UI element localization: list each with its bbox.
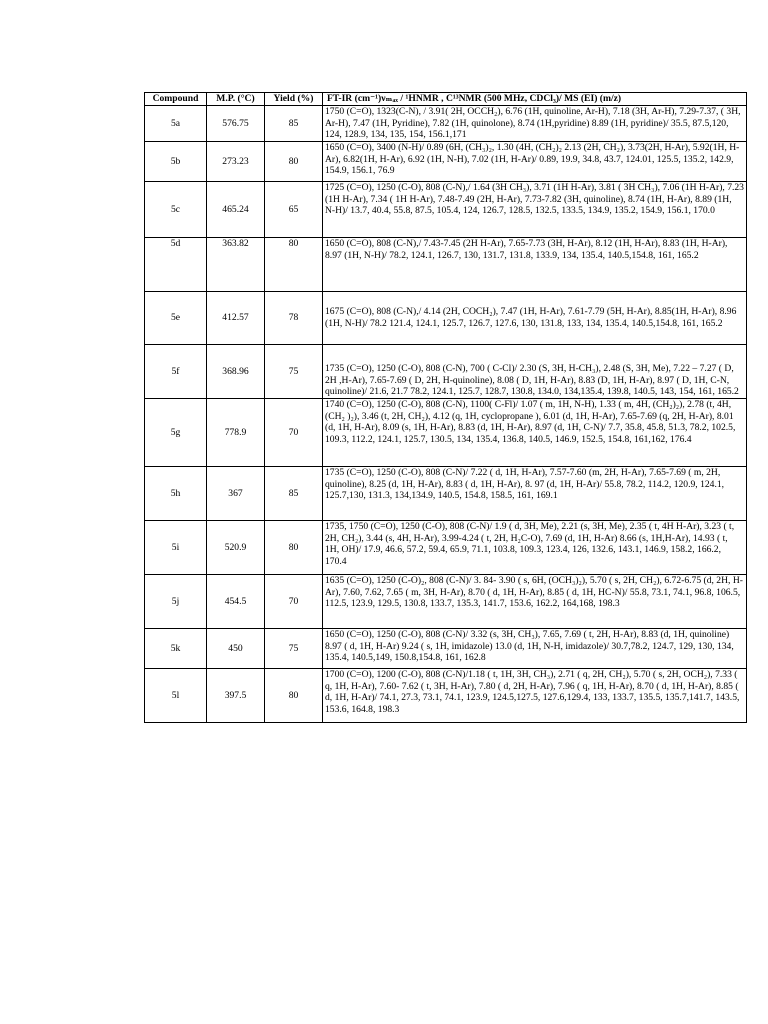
yield-cell: 75 — [265, 629, 323, 669]
melting-point-cell: 368.96 — [207, 345, 265, 399]
spectral-data-cell: 1675 (C=O), 808 (C-N),/ 4.14 (2H, COCH₂), 7.47 (1H, H-Ar), 7.61-7.79 (5H, H-Ar), 8.85(1H, H-Ar), 8.96 (1H, N-H)/ 78.2 121.4, 124.1, 125.7, 126.7, 127.6, 130, 131.8, 133, 134, 135.4, 140.5,154.8, 161, 165.2 — [323, 292, 747, 345]
spectral-data-cell: 1650 (C=O), 3400 (N-H)/ 0.89 (6H, (CH₃)₂, 1.30 (4H, (CH₂)₂ 2.13 (2H, CH₂), 3.73(2H, H-Ar), 5.92(1H, H-Ar), 6.82(1H, H-Ar), 6.92 (1H, N-H), 7.02 (1H, H-Ar)/ 0.89, 19.9, 34.8, 43.7, 124.01, 125.5, 135.2, 142.9, 154.9, 156.1, 76.9 — [323, 142, 747, 182]
compound-cell: 5e — [145, 292, 207, 345]
yield-cell: 80 — [265, 238, 323, 292]
yield-cell: 80 — [265, 142, 323, 182]
table-row — [145, 182, 747, 238]
spectral-data-cell: 1740 (C=O), 1250 (C-O), 808 (C-N), 1100( C-Fl)/ 1.07 ( m, 1H, N-H), 1.33 ( m, 4H, (CH₂)₂), 2.78 (t, 4H, (CH₂ )₂), 3.46 (t, 2H, CH₂), 4.12 (q, 1H, cyclopropane ), 6.01 (d, 1H, H-Ar), 7.65-7.69 (q, 2H, H-Ar), 8.01 (d, 1H, H-Ar), 8.09 (s, 1H, H-Ar), 8.83 (d, 1H, H-Ar), 8.97 (d, 1H, C-N)/ 7.7, 35.8, 45.8, 51.3, 78.2, 102.5, 109.3, 112.2, 124.1, 125.7, 130.5, 134, 135.4, 136.8, 140.5, 146.9, 152.5, 154.8, 161,162, 176.4 — [323, 399, 747, 467]
yield-cell: 78 — [265, 292, 323, 345]
table-row — [145, 629, 747, 669]
melting-point-cell: 778.9 — [207, 399, 265, 467]
melting-point-cell: 273.23 — [207, 142, 265, 182]
yield-cell: 70 — [265, 399, 323, 467]
spectral-data-cell: 1650 (C=O), 808 (C-N),/ 7.43-7.45 (2H H-Ar), 7.65-7.73 (3H, H-Ar), 8.12 (1H, H-Ar), 8.83 (1H, H-Ar), 8.97 (1H, N-H)/ 78.2, 124.1, 126.7, 130, 131.7, 131.8, 133.9, 134, 135.4, 140.5,154.8, 161, 165.2 — [323, 238, 747, 292]
melting-point-cell: 397.5 — [207, 669, 265, 723]
table-row — [145, 467, 747, 521]
spectral-data-table — [144, 92, 747, 723]
melting-point-cell: 576.75 — [207, 106, 265, 142]
compound-cell: 5f — [145, 345, 207, 399]
table-row — [145, 399, 747, 467]
spectral-data-cell: 1725 (C=O), 1250 (C-O), 808 (C-N),/ 1.64 (3H CH₃), 3.71 (1H H-Ar), 3.81 ( 3H CH₃), 7.06 (1H H-Ar), 7.23 (1H H-Ar), 7.34 ( 1H H-Ar), 7.48-7.49 (2H, H-Ar), 7.73-7.82 (3H, quinoline), 8.74 (1H, H-Ar), 8.89 (1H, N-H)/ 13.7, 40.4, 55.8, 87.5, 105.4, 124, 126.7, 128.5, 132.5, 133.5, 134.9, 135.2, 154.9, 156.1, 170.0 — [323, 182, 747, 238]
compound-cell: 5g — [145, 399, 207, 467]
melting-point-cell: 454.5 — [207, 575, 265, 629]
spectral-data-cell: 1750 (C=O), 1323(C-N), / 3.91( 2H, OCCH₂), 6.76 (1H, quinoline, Ar-H), 7.18 (3H, Ar-H), 7.29-7.37, ( 3H, Ar-H), 7.47 (1H, Pyridine), 7.82 (1H, quinolone), 8.74 (1H,pyridine) 8.89 (1H, pyridine)/ 35.5, 87.5,120, 124, 128.9, 134, 135, 154, 156.1,171 — [323, 106, 747, 142]
header-compound: Compound — [145, 93, 207, 106]
melting-point-cell: 465.24 — [207, 182, 265, 238]
compound-cell: 5a — [145, 106, 207, 142]
table-row — [145, 142, 747, 182]
melting-point-cell: 412.57 — [207, 292, 265, 345]
compound-cell: 5d — [145, 238, 207, 292]
compound-cell: 5b — [145, 142, 207, 182]
table-row — [145, 238, 747, 292]
melting-point-cell: 450 — [207, 629, 265, 669]
header-melting-point: M.P. (°C) — [207, 93, 265, 106]
compound-cell: 5l — [145, 669, 207, 723]
yield-cell: 70 — [265, 575, 323, 629]
table-row — [145, 521, 747, 575]
table-row — [145, 292, 747, 345]
spectral-data-cell: 1635 (C=O), 1250 (C-O)₂, 808 (C-N)/ 3. 84- 3.90 ( s, 6H, (OCH₃)₂), 5.70 ( s, 2H, CH₂), 6.72-6.75 (d, 2H, H-Ar), 7.60, 7.62, 7.65 ( m, 3H, H-Ar), 8.70 ( d, 1H, H-Ar), 8.85 ( d, 1H, HC-N)/ 55.8, 73.1, 74.1, 96.8, 106.5, 112.5, 123.9, 129.5, 130.8, 133.7, 135.3, 141.7, 153.6, 162.2, 164,168, 198.3 — [323, 575, 747, 629]
melting-point-cell: 367 — [207, 467, 265, 521]
yield-cell: 75 — [265, 345, 323, 399]
spectral-data-cell: 1735 (C=O), 1250 (C-O), 808 (C-N)/ 7.22 ( d, 1H, H-Ar), 7.57-7.60 (m, 2H, H-Ar), 7.65-7.69 ( m, 2H, quinoline), 8.25 (d, 1H, H-Ar), 8.83 ( d, 1H, H-Ar), 8. 97 (d, 1H, H-Ar)/ 55.8, 78.2, 114.2, 120.9, 124.1, 125.7,130, 131.3, 134,134.9, 140.5, 154.8, 158.5, 161, 169.1 — [323, 467, 747, 521]
spectral-data-cell: 1735 (C=O), 1250 (C-O), 808 (C-N), 700 ( C-Cl)/ 2.30 (S, 3H, H-CH₃), 2.48 (S, 3H, Me), 7.22 – 7.27 ( D, 2H ,H-Ar), 7.65-7.69 ( D, 2H, H-quinoline), 8.08 ( D, 1H, H-Ar), 8.83 (D, 1H, H-Ar), 8.97 ( D, 1H, C-N, quinoline)/ 21.6, 21.7 78.2, 124.1, 125.7, 128.7, 130.8, 134.0, 134,135.4, 139.8, 140.5, 143, 154, 161, 165.2 — [323, 345, 747, 399]
compound-cell: 5k — [145, 629, 207, 669]
header-yield: Yield (%) — [265, 93, 323, 106]
spectral-data-cell: 1650 (C=O), 1250 (C-O), 808 (C-N)/ 3.32 (s, 3H, CH₃), 7.65, 7.69 ( t, 2H, H-Ar), 8.83 (d, 1H, quinoline) 8.97 ( d, 1H, H-Ar) 9.24 ( s, 1H, imidazole) 13.0 (d, 1H, N-H, imidazole)/ 30.7,78.2, 124.7, 129, 130, 134, 135.4, 140.5,149, 150.8,154.8, 161, 162.8 — [323, 629, 747, 669]
yield-cell: 65 — [265, 182, 323, 238]
spectral-data-cell: 1735, 1750 (C=O), 1250 (C-O), 808 (C-N)/ 1.9 ( d, 3H, Me), 2.21 (s, 3H, Me), 2.35 ( t, 4H H-Ar), 3.23 ( t, 2H, CH₂), 3.44 (s, 4H, H-Ar), 3.99-4.24 ( t, 2H, H₂C-O), 7.69 (d, 1H, H-Ar) 8.66 (s, 1H,H-Ar), 14.93 ( t, 1H, OH)/ 17.9, 46.6, 57.2, 59.4, 65.9, 71.1, 103.8, 109.3, 123.4, 126, 132.6, 143.1, 146.9, 158.2, 166.2, 170.4 — [323, 521, 747, 575]
compound-cell: 5j — [145, 575, 207, 629]
compound-cell: 5h — [145, 467, 207, 521]
compound-cell: 5i — [145, 521, 207, 575]
melting-point-cell: 363.82 — [207, 238, 265, 292]
table-row — [145, 106, 747, 142]
yield-cell: 85 — [265, 106, 323, 142]
yield-cell: 85 — [265, 467, 323, 521]
yield-cell: 80 — [265, 521, 323, 575]
spectral-data-cell: 1700 (C=O), 1200 (C-O), 808 (C-N)/1.18 ( t, 1H, 3H, CH₃), 2.71 ( q, 2H, CH₂), 5.70 ( s, 2H, OCH₂), 7.33 ( q, 1H, H-Ar), 7.60- 7.62 ( t, 3H, H-Ar), 7.80 ( d, 2H, H-Ar), 7.96 ( q, 1H, H-Ar), 8.70 ( d, 1H, H-Ar), 8.85 ( d, 1H, H-Ar)/ 74.1, 27.3, 73.1, 74.1, 123.9, 124.5,127.5, 127.6,129.4, 133, 133.7, 135.5, 135.7,141.7, 143.5, 153.6, 164.8, 198.3 — [323, 669, 747, 723]
table-header-row — [145, 93, 747, 106]
header-spectral-data: FT-IR (cm⁻¹)νₘₐₓ / ¹HNMR , C¹³NMR (500 MHz, CDCl₃)/ MS (EI) (m/z) — [323, 93, 747, 106]
melting-point-cell: 520.9 — [207, 521, 265, 575]
compound-cell: 5c — [145, 182, 207, 238]
table-row — [145, 575, 747, 629]
table-row — [145, 345, 747, 399]
table-row — [145, 669, 747, 723]
yield-cell: 80 — [265, 669, 323, 723]
